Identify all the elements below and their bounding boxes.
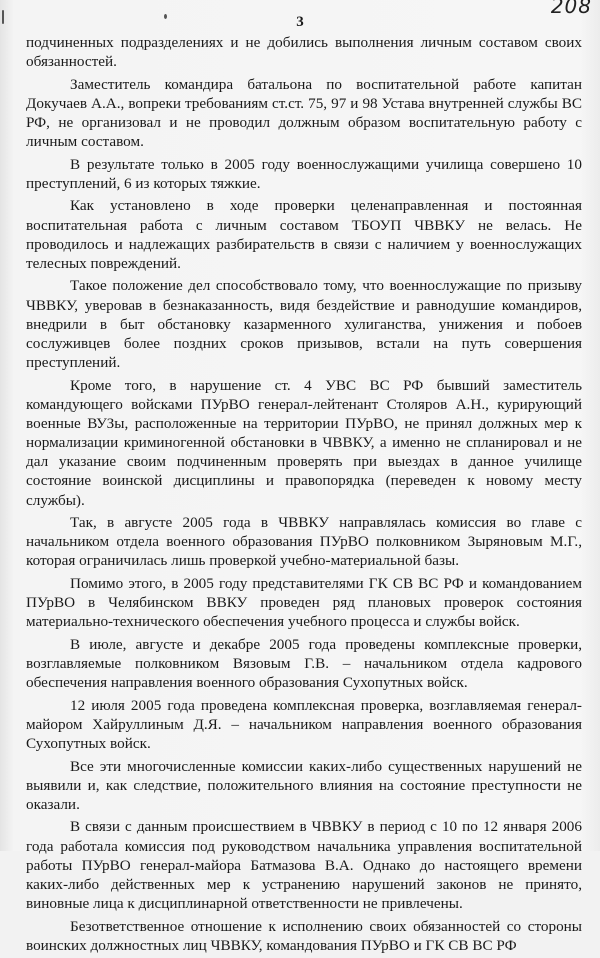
paragraph-irresponsible-attitude: Безответственное отношение к исполнению своих обязанностей со стороны воинских должностных лиц ЧВВКУ, командования ПУрВО и ГК СВ ВС РФ [26,917,582,954]
paragraph-deputy-commander: Заместитель командира батальона по воспитательной работе капитан Докучаев А.А., вопреки требованиям ст.ст. 75, 97 и 98 Устава внутренней службы ВС РФ, не организовал и не проводил должным образом воспитательную работу с личным составом. [26,75,582,151]
paragraph-situation-consequences: Такое положение дел способствовало тому, что военнослужащие по призыву ЧВВКУ, уверовав в безнаказанность, видя бездействие и равнодушие командиров, внедрили в быт обстановку казарменного хулиганства, унижения и побоев сослуживцев более поздних сроков призывов, встали на путь совершения преступлений. [26,277,582,372]
paragraph-planned-inspections: Помимо этого, в 2005 году представителями ГК СВ ВС РФ и командованием ПУрВО в Челябинском ВВКУ проведен ряд плановых проверок состояния материально-технического обеспечения учебного процесса и службы войск. [26,574,582,631]
paragraph-august-commission: Так, в августе 2005 года в ЧВВКУ направлялась комиссия во главе с начальником отдела военного образования ПУрВО полковником Зыряновым М.Г., которая ограничилась лишь проверкой учебно-материальной базы. [26,514,582,570]
scan-artifact [2,10,4,24]
paragraph-january-commission: В связи с данным происшествием в ЧВВКУ в период с 10 по 12 января 2006 года работала комиссия под руководством начальника управления воспитательной работы ПУрВО генерал-майора Батмазова В.А. Однако до настоящего времени каких-либо действенных мер к устранению нарушений законов не принято, виновные лица к дисциплинарной ответственности не привлечены. [26,818,582,913]
paragraph-crimes-2005: В результате только в 2005 году военнослужащими училища совершено 10 преступлений, 6 из которых тяжкие. [26,155,582,192]
scan-artifact [164,14,167,19]
page-number: 3 [296,14,304,30]
paragraph-complex-inspections: В июле, августе и декабре 2005 года проведены комплексные проверки, возглавляемые полковником Вязовым Г.В. – начальником отдела кадрового обеспечения направления военного образования Сухопутных войск. [26,635,582,692]
paragraph-deputy-commander-district: Кроме того, в нарушение ст. 4 УВС ВС РФ бывший заместитель командующего войсками ПУрВО генерал-лейтенант Столяров А.Н., курирующий военные ВУЗы, расположенные на территории ПУрВО, не принял должных мер к нормализации криминогенной обстановки в ЧВВКУ, а именно не спланировал и не дал указание своим подчиненным проверять при выездах в данное училище состояние воинской дисциплины и правопорядка (переведен к новому месту службы). [26,376,582,509]
paragraph-commissions-result: Все эти многочисленные комиссии каких-либо существенных нарушений не выявили и, как следствие, положительного влияния на состояние преступности не оказали. [26,757,582,813]
paragraph-continuation: подчиненных подразделениях и не добились выполнения личным составом своих обязанностей. [26,34,582,71]
document-body [26,33,582,958]
paragraph-inspection-findings: Как установлено в ходе проверки целенаправленная и постоянная воспитательная работа с личным составом ТБОУП ЧВВКУ не велась. Не проводилось и надлежащих разбирательств в связи с наличием у военнослужащих телесных повреждений. [26,197,582,272]
handwritten-sheet-number: 208 [550,0,592,18]
paragraph-july-inspection: 12 июля 2005 года проведена комплексная проверка, возглавляемая генерал-майором Хайруллиным Д.Я. – начальником направления военного образования Сухопутных войск. [26,696,582,752]
